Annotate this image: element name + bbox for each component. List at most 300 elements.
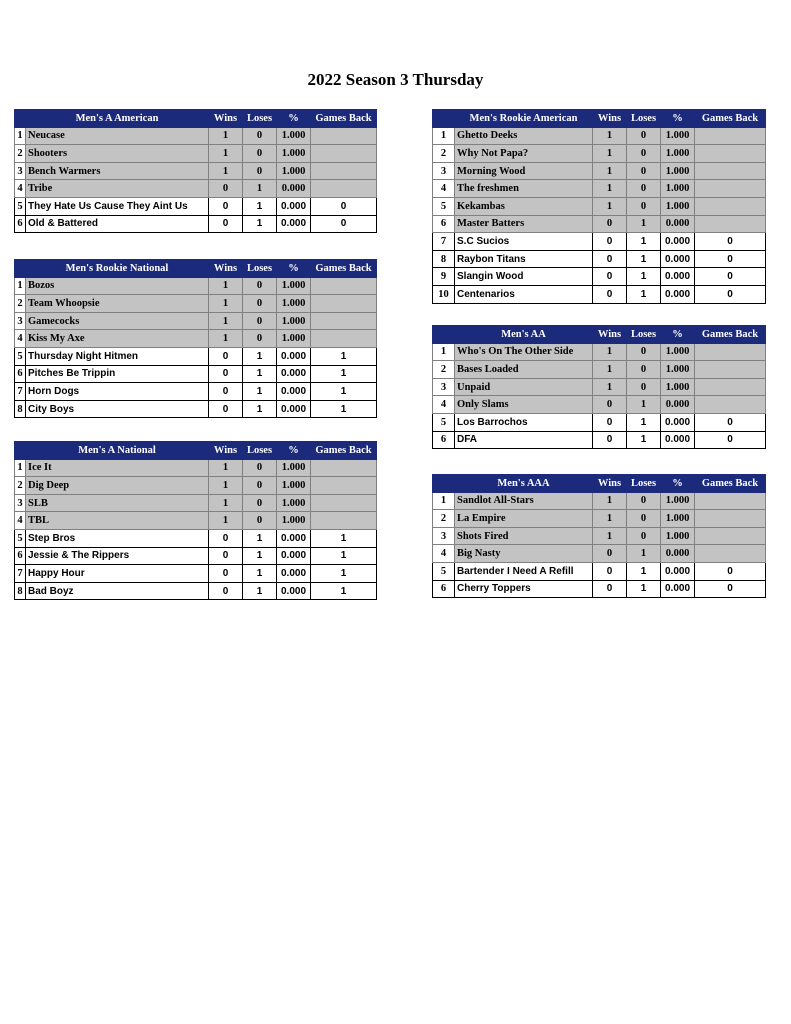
games-back-cell <box>311 162 377 180</box>
loses-cell: 1 <box>243 400 277 418</box>
loses-cell: 1 <box>243 582 277 600</box>
pct-cell: 0.000 <box>277 365 311 383</box>
table-row <box>15 127 377 145</box>
team-name-cell: Pitches Be Trippin <box>26 365 209 383</box>
pct-cell: 1.000 <box>661 527 695 545</box>
pct-cell: 1.000 <box>661 492 695 510</box>
table-row <box>15 330 377 348</box>
table-row <box>433 285 766 303</box>
table-row <box>15 312 377 330</box>
pct-cell: 1.000 <box>661 162 695 180</box>
loses-cell: 1 <box>243 365 277 383</box>
games-back-header: Games Back <box>311 442 377 460</box>
table-row <box>15 277 377 295</box>
loses-header: Loses <box>627 326 661 344</box>
pct-cell: 0.000 <box>661 580 695 598</box>
games-back-cell: 0 <box>695 285 766 303</box>
loses-cell: 0 <box>627 343 661 361</box>
rank-cell: 7 <box>433 233 455 251</box>
pct-cell: 1.000 <box>661 197 695 215</box>
table-row <box>15 477 377 495</box>
wins-cell: 0 <box>209 383 243 401</box>
wins-cell: 1 <box>593 361 627 379</box>
pct-cell: 0.000 <box>277 565 311 583</box>
games-back-cell: 1 <box>311 400 377 418</box>
wins-cell: 1 <box>209 459 243 477</box>
wins-cell: 1 <box>593 378 627 396</box>
team-name-cell: Sandlot All-Stars <box>455 492 593 510</box>
pct-header: % <box>277 442 311 460</box>
team-name-cell: TBL <box>26 512 209 530</box>
loses-cell: 0 <box>243 162 277 180</box>
wins-cell: 1 <box>209 477 243 495</box>
team-name-cell: Why Not Papa? <box>455 145 593 163</box>
games-back-cell: 1 <box>311 547 377 565</box>
loses-cell: 0 <box>243 127 277 145</box>
table-row <box>15 347 377 365</box>
games-back-cell <box>695 343 766 361</box>
games-back-cell: 0 <box>311 197 377 215</box>
rank-cell: 8 <box>15 400 26 418</box>
games-back-cell <box>311 145 377 163</box>
loses-cell: 1 <box>243 383 277 401</box>
team-name-cell: Team Whoopsie <box>26 295 209 313</box>
team-name-cell: Thursday Night Hitmen <box>26 347 209 365</box>
rank-cell: 2 <box>15 477 26 495</box>
team-name-cell: Los Barrochos <box>455 413 593 431</box>
pct-cell: 0.000 <box>277 529 311 547</box>
pct-cell: 0.000 <box>661 233 695 251</box>
games-back-cell: 1 <box>311 383 377 401</box>
standings-table-mens-a-national <box>14 441 377 600</box>
pct-cell: 0.000 <box>277 582 311 600</box>
team-name-cell: Horn Dogs <box>26 383 209 401</box>
games-back-cell: 0 <box>311 215 377 233</box>
table-row <box>15 494 377 512</box>
loses-header: Loses <box>243 110 277 128</box>
page-title: 2022 Season 3 Thursday <box>307 70 484 89</box>
pct-cell: 1.000 <box>661 510 695 528</box>
table-row <box>433 127 766 145</box>
team-name-cell: Happy Hour <box>26 565 209 583</box>
games-back-cell: 0 <box>695 431 766 449</box>
pct-header: % <box>277 260 311 278</box>
games-back-cell: 1 <box>311 347 377 365</box>
loses-cell: 0 <box>243 277 277 295</box>
table-header-row <box>15 260 377 278</box>
wins-cell: 0 <box>593 268 627 286</box>
games-back-cell <box>695 510 766 528</box>
team-name-cell: Neucase <box>26 127 209 145</box>
pct-cell: 0.000 <box>277 383 311 401</box>
pct-cell: 1.000 <box>277 295 311 313</box>
games-back-header: Games Back <box>695 110 766 128</box>
wins-cell: 0 <box>593 285 627 303</box>
team-name-cell: La Empire <box>455 510 593 528</box>
loses-cell: 0 <box>243 459 277 477</box>
team-name-cell: City Boys <box>26 400 209 418</box>
wins-header: Wins <box>593 326 627 344</box>
rank-header <box>433 110 455 128</box>
rank-cell: 2 <box>433 510 455 528</box>
standings-table-mens-aa <box>432 325 766 449</box>
pct-cell: 1.000 <box>277 277 311 295</box>
standings-table-mens-a-american <box>14 109 377 233</box>
table-row <box>433 431 766 449</box>
games-back-cell: 0 <box>695 413 766 431</box>
wins-cell: 0 <box>209 565 243 583</box>
wins-cell: 0 <box>593 396 627 414</box>
loses-cell: 0 <box>627 145 661 163</box>
loses-cell: 0 <box>627 510 661 528</box>
games-back-cell <box>695 215 766 233</box>
table-row <box>433 180 766 198</box>
pct-cell: 0.000 <box>277 215 311 233</box>
loses-cell: 1 <box>627 215 661 233</box>
wins-cell: 0 <box>593 431 627 449</box>
team-name-cell: Gamecocks <box>26 312 209 330</box>
pct-header: % <box>277 110 311 128</box>
wins-cell: 1 <box>593 145 627 163</box>
games-back-cell <box>695 527 766 545</box>
games-back-cell <box>311 330 377 348</box>
loses-cell: 0 <box>627 197 661 215</box>
wins-cell: 1 <box>593 343 627 361</box>
table-header-row <box>15 110 377 128</box>
pct-cell: 1.000 <box>661 145 695 163</box>
games-back-cell: 0 <box>695 250 766 268</box>
pct-header: % <box>661 475 695 493</box>
wins-cell: 1 <box>209 127 243 145</box>
loses-cell: 1 <box>627 545 661 563</box>
table-row <box>15 162 377 180</box>
table-row <box>433 580 766 598</box>
team-name-cell: S.C Sucios <box>455 233 593 251</box>
rank-cell: 8 <box>433 250 455 268</box>
games-back-cell: 0 <box>695 580 766 598</box>
games-back-cell: 0 <box>695 562 766 580</box>
rank-header <box>433 475 455 493</box>
games-back-cell <box>311 312 377 330</box>
team-name-cell: Bases Loaded <box>455 361 593 379</box>
rank-cell: 6 <box>15 215 26 233</box>
team-name-cell: Unpaid <box>455 378 593 396</box>
pct-cell: 0.000 <box>661 431 695 449</box>
rank-cell: 6 <box>15 547 26 565</box>
rank-cell: 1 <box>433 492 455 510</box>
table-row <box>433 268 766 286</box>
team-name-cell: Old & Battered <box>26 215 209 233</box>
team-name-cell: Ice It <box>26 459 209 477</box>
rank-cell: 7 <box>15 383 26 401</box>
pct-cell: 0.000 <box>661 413 695 431</box>
games-back-cell: 1 <box>311 565 377 583</box>
table-row <box>433 343 766 361</box>
pct-cell: 0.000 <box>661 545 695 563</box>
wins-cell: 1 <box>209 277 243 295</box>
table-row <box>433 145 766 163</box>
division-name: Men's Rookie American <box>455 110 593 128</box>
rank-cell: 8 <box>15 582 26 600</box>
table-row <box>15 512 377 530</box>
rank-cell: 5 <box>433 413 455 431</box>
table-row <box>15 145 377 163</box>
table-row <box>15 565 377 583</box>
games-back-cell <box>311 295 377 313</box>
team-name-cell: Dig Deep <box>26 477 209 495</box>
table-row <box>433 361 766 379</box>
pct-cell: 1.000 <box>661 127 695 145</box>
games-back-cell: 1 <box>311 582 377 600</box>
table-row <box>433 378 766 396</box>
rank-cell: 4 <box>433 180 455 198</box>
wins-cell: 0 <box>593 250 627 268</box>
pct-cell: 1.000 <box>277 127 311 145</box>
rank-cell: 6 <box>433 431 455 449</box>
games-back-cell: 1 <box>311 529 377 547</box>
rank-cell: 4 <box>15 180 26 198</box>
rank-cell: 5 <box>15 529 26 547</box>
wins-cell: 1 <box>593 127 627 145</box>
pct-cell: 1.000 <box>277 477 311 495</box>
loses-cell: 0 <box>627 527 661 545</box>
wins-cell: 0 <box>593 233 627 251</box>
rank-header <box>433 326 455 344</box>
loses-cell: 1 <box>627 268 661 286</box>
division-name: Men's Rookie National <box>26 260 209 278</box>
games-back-cell <box>695 162 766 180</box>
rank-cell: 3 <box>15 312 26 330</box>
games-back-cell <box>311 477 377 495</box>
wins-cell: 1 <box>593 197 627 215</box>
standings-table-mens-rookie-national <box>14 259 377 418</box>
loses-cell: 1 <box>627 413 661 431</box>
wins-cell: 1 <box>593 527 627 545</box>
pct-cell: 0.000 <box>277 400 311 418</box>
table-row <box>433 162 766 180</box>
wins-cell: 0 <box>209 529 243 547</box>
wins-cell: 1 <box>593 180 627 198</box>
pct-cell: 0.000 <box>277 547 311 565</box>
wins-cell: 1 <box>209 312 243 330</box>
team-name-cell: Only Slams <box>455 396 593 414</box>
rank-cell: 5 <box>433 197 455 215</box>
division-name: Men's A National <box>26 442 209 460</box>
pct-header: % <box>661 110 695 128</box>
table-row <box>433 233 766 251</box>
rank-cell: 4 <box>15 512 26 530</box>
games-back-header: Games Back <box>311 110 377 128</box>
wins-header: Wins <box>593 475 627 493</box>
loses-cell: 1 <box>243 547 277 565</box>
wins-cell: 0 <box>593 545 627 563</box>
wins-cell: 0 <box>209 400 243 418</box>
loses-cell: 0 <box>243 145 277 163</box>
rank-cell: 1 <box>15 127 26 145</box>
wins-cell: 0 <box>593 215 627 233</box>
table-row <box>433 250 766 268</box>
games-back-cell <box>311 512 377 530</box>
loses-cell: 0 <box>627 162 661 180</box>
games-back-cell <box>311 277 377 295</box>
loses-cell: 0 <box>627 378 661 396</box>
rank-cell: 4 <box>433 545 455 563</box>
loses-cell: 1 <box>243 197 277 215</box>
rank-header <box>15 110 26 128</box>
rank-cell: 3 <box>433 162 455 180</box>
team-name-cell: Jessie & The Rippers <box>26 547 209 565</box>
pct-cell: 0.000 <box>277 347 311 365</box>
pct-cell: 0.000 <box>661 215 695 233</box>
wins-cell: 1 <box>209 330 243 348</box>
table-row <box>15 547 377 565</box>
pct-cell: 0.000 <box>277 197 311 215</box>
table-row <box>15 295 377 313</box>
loses-cell: 1 <box>627 233 661 251</box>
pct-cell: 1.000 <box>277 312 311 330</box>
team-name-cell: Morning Wood <box>455 162 593 180</box>
loses-cell: 1 <box>627 562 661 580</box>
table-row <box>433 492 766 510</box>
team-name-cell: Master Batters <box>455 215 593 233</box>
team-name-cell: Shots Fired <box>455 527 593 545</box>
team-name-cell: Slangin Wood <box>455 268 593 286</box>
games-back-cell <box>695 197 766 215</box>
pct-header: % <box>661 326 695 344</box>
rank-cell: 6 <box>15 365 26 383</box>
wins-cell: 1 <box>593 492 627 510</box>
team-name-cell: Big Nasty <box>455 545 593 563</box>
team-name-cell: They Hate Us Cause They Aint Us <box>26 197 209 215</box>
wins-cell: 1 <box>209 145 243 163</box>
team-name-cell: Raybon Titans <box>455 250 593 268</box>
games-back-cell: 1 <box>311 365 377 383</box>
team-name-cell: DFA <box>455 431 593 449</box>
loses-cell: 1 <box>243 347 277 365</box>
games-back-header: Games Back <box>695 475 766 493</box>
team-name-cell: Centenarios <box>455 285 593 303</box>
rank-cell: 5 <box>433 562 455 580</box>
wins-cell: 1 <box>209 295 243 313</box>
team-name-cell: Ghetto Deeks <box>455 127 593 145</box>
wins-cell: 0 <box>209 215 243 233</box>
team-name-cell: Tribe <box>26 180 209 198</box>
team-name-cell: Bartender I Need A Refill <box>455 562 593 580</box>
games-back-cell: 0 <box>695 233 766 251</box>
pct-cell: 1.000 <box>277 512 311 530</box>
games-back-cell <box>695 378 766 396</box>
pct-cell: 1.000 <box>661 180 695 198</box>
table-header-row <box>433 475 766 493</box>
wins-cell: 0 <box>209 197 243 215</box>
standings-table-mens-rookie-american <box>432 109 766 304</box>
rank-header <box>15 260 26 278</box>
wins-header: Wins <box>209 260 243 278</box>
rank-cell: 2 <box>15 145 26 163</box>
pct-cell: 0.000 <box>277 180 311 198</box>
table-row <box>433 215 766 233</box>
loses-header: Loses <box>243 442 277 460</box>
loses-cell: 0 <box>627 361 661 379</box>
table-header-row <box>433 110 766 128</box>
team-name-cell: Bench Warmers <box>26 162 209 180</box>
table-row <box>433 562 766 580</box>
table-row <box>433 527 766 545</box>
pct-cell: 0.000 <box>661 396 695 414</box>
loses-cell: 0 <box>243 477 277 495</box>
loses-cell: 0 <box>243 295 277 313</box>
table-row <box>15 215 377 233</box>
games-back-cell <box>311 494 377 512</box>
games-back-cell <box>695 180 766 198</box>
loses-cell: 1 <box>243 565 277 583</box>
rank-cell: 3 <box>15 494 26 512</box>
loses-cell: 1 <box>243 180 277 198</box>
table-row <box>433 197 766 215</box>
pct-cell: 1.000 <box>277 494 311 512</box>
pct-cell: 1.000 <box>277 162 311 180</box>
wins-header: Wins <box>209 442 243 460</box>
loses-header: Loses <box>243 260 277 278</box>
pct-cell: 1.000 <box>661 343 695 361</box>
games-back-cell <box>695 545 766 563</box>
table-row <box>433 413 766 431</box>
games-back-header: Games Back <box>695 326 766 344</box>
team-name-cell: Bad Boyz <box>26 582 209 600</box>
rank-cell: 1 <box>15 277 26 295</box>
games-back-cell <box>311 459 377 477</box>
table-row <box>15 365 377 383</box>
games-back-cell: 0 <box>695 268 766 286</box>
wins-cell: 1 <box>209 162 243 180</box>
loses-cell: 0 <box>243 494 277 512</box>
loses-cell: 1 <box>627 580 661 598</box>
rank-cell: 2 <box>15 295 26 313</box>
loses-cell: 0 <box>627 180 661 198</box>
games-back-header: Games Back <box>311 260 377 278</box>
rank-cell: 3 <box>15 162 26 180</box>
team-name-cell: Kiss My Axe <box>26 330 209 348</box>
table-row <box>15 400 377 418</box>
team-name-cell: SLB <box>26 494 209 512</box>
division-name: Men's A American <box>26 110 209 128</box>
table-row <box>15 383 377 401</box>
wins-header: Wins <box>593 110 627 128</box>
wins-cell: 0 <box>209 582 243 600</box>
loses-header: Loses <box>627 110 661 128</box>
rank-cell: 7 <box>15 565 26 583</box>
team-name-cell: Cherry Toppers <box>455 580 593 598</box>
games-back-cell <box>311 127 377 145</box>
pct-cell: 1.000 <box>277 459 311 477</box>
games-back-cell <box>695 361 766 379</box>
table-row <box>433 396 766 414</box>
table-row <box>15 582 377 600</box>
rank-cell: 5 <box>15 197 26 215</box>
rank-cell: 1 <box>433 127 455 145</box>
rank-cell: 1 <box>433 343 455 361</box>
wins-cell: 0 <box>593 562 627 580</box>
loses-cell: 1 <box>627 431 661 449</box>
table-row <box>433 510 766 528</box>
rank-cell: 4 <box>15 330 26 348</box>
rank-cell: 1 <box>15 459 26 477</box>
loses-cell: 0 <box>243 330 277 348</box>
wins-cell: 0 <box>593 580 627 598</box>
wins-cell: 0 <box>209 365 243 383</box>
table-header-row <box>433 326 766 344</box>
pct-cell: 1.000 <box>277 145 311 163</box>
